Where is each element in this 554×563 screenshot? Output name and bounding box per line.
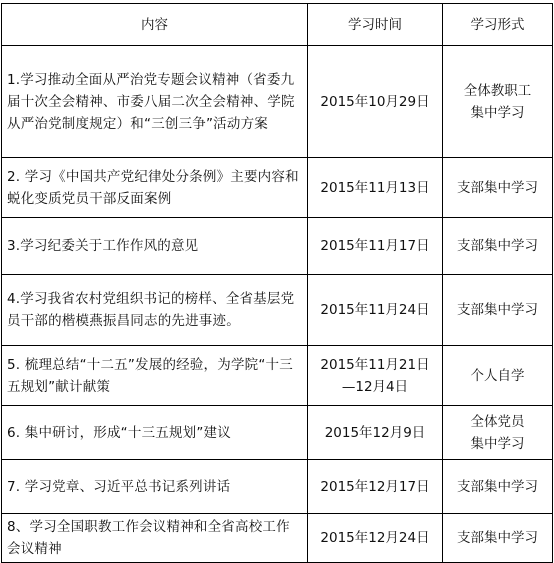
- table-row: [2, 514, 553, 563]
- row-form: 全体教职工 集中学习: [443, 46, 553, 158]
- table-row: [2, 218, 553, 275]
- row-content: 5. 梳理总结“十二五”发展的经验，为学院“十三五规划”献计献策: [2, 346, 308, 406]
- table-row: [2, 406, 553, 460]
- row-time: 2015年12月24日: [308, 514, 443, 563]
- table-row: [2, 46, 553, 158]
- row-time: 2015年10月29日: [308, 46, 443, 158]
- row-time: 2015年11月13日: [308, 158, 443, 218]
- row-form: 支部集中学习: [443, 460, 553, 514]
- row-content: 3.学习纪委关于工作作风的意见: [2, 218, 308, 275]
- header-form: 学习形式: [443, 4, 553, 46]
- row-form: 支部集中学习: [443, 218, 553, 275]
- row-content: 6. 集中研讨，形成“十三五规划”建议: [2, 406, 308, 460]
- header-content: 内容: [2, 4, 308, 46]
- row-time: 2015年12月17日: [308, 460, 443, 514]
- table-header-row: [2, 4, 553, 46]
- row-form: 支部集中学习: [443, 275, 553, 346]
- row-form: 支部集中学习: [443, 514, 553, 563]
- row-time: 2015年11月21日 —12月4日: [308, 346, 443, 406]
- row-content: 4.学习我省农村党组织书记的榜样、全省基层党员干部的楷模燕振昌同志的先进事迹。: [2, 275, 308, 346]
- row-content: 1.学习推动全面从严治党专题会议精神（省委九届十次全会精神、市委八届二次全会精神、学院从严治党制度规定）和“三创三争”活动方案: [2, 46, 308, 158]
- row-content: 8、学习全国职教工作会议精神和全省高校工作会议精神: [2, 514, 308, 563]
- row-content: 2. 学习《中国共产党纪律处分条例》主要内容和蜕化变质党员干部反面案例: [2, 158, 308, 218]
- row-content: 7. 学习党章、习近平总书记系列讲话: [2, 460, 308, 514]
- row-time: 2015年11月24日: [308, 275, 443, 346]
- row-time: 2015年11月17日: [308, 218, 443, 275]
- table-row: [2, 275, 553, 346]
- header-time: 学习时间: [308, 4, 443, 46]
- row-form: 个人自学: [443, 346, 553, 406]
- study-schedule-table: [1, 3, 553, 563]
- table-row: [2, 460, 553, 514]
- table-row: [2, 346, 553, 406]
- table-row: [2, 158, 553, 218]
- row-form: 支部集中学习: [443, 158, 553, 218]
- row-time: 2015年12月9日: [308, 406, 443, 460]
- row-form: 全体党员 集中学习: [443, 406, 553, 460]
